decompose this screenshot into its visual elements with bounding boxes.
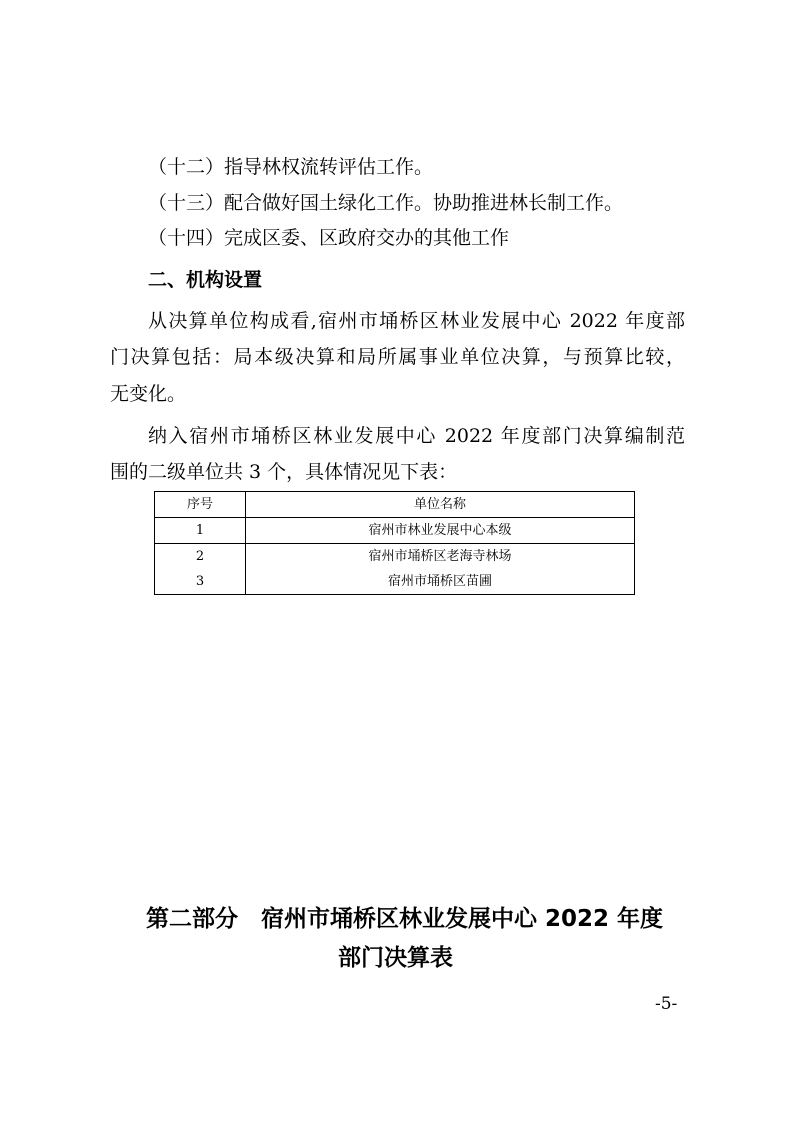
- duty-item-14: （十四）完成区委、区政府交办的其他工作: [148, 227, 510, 249]
- row-unit-name: 宿州市埇桥区苗圃: [246, 569, 635, 595]
- table-row: [155, 569, 635, 595]
- part-title-line-2: 部门决算表: [338, 945, 453, 971]
- row-serial-number: 3: [155, 569, 246, 595]
- section-heading-organization: 二、机构设置: [148, 269, 263, 291]
- paragraph-composition-line-1: 从决算单位构成看,宿州市埇桥区林业发展中心 2022 年度部: [148, 310, 685, 332]
- part-title-line-1: 第二部分 宿州市埇桥区林业发展中心 2022 年度: [146, 906, 664, 932]
- duty-item-12: （十二）指导林权流转评估工作。: [148, 156, 434, 178]
- page-number: -5-: [655, 994, 678, 1014]
- paragraph-composition-line-3: 无变化。: [110, 383, 187, 405]
- paragraph-scope-line-1: 纳入宿州市埇桥区林业发展中心 2022 年度部门决算编制范: [148, 425, 685, 447]
- table-header-row: [155, 492, 635, 518]
- table-row: [155, 544, 635, 570]
- paragraph-composition-line-2: 门决算包括：局本级决算和局所属事业单位决算，与预算比较，: [110, 346, 685, 368]
- paragraph-scope-line-2: 围的二级单位共 3 个，具体情况见下表：: [110, 461, 458, 483]
- row-unit-name: 宿州市埇桥区老海寺林场: [246, 544, 635, 570]
- table-row: [155, 518, 635, 544]
- header-unit-name: 单位名称: [246, 492, 635, 518]
- row-unit-name: 宿州市林业发展中心本级: [246, 518, 635, 544]
- units-table: [154, 491, 635, 595]
- duty-item-13: （十三）配合做好国土绿化工作。协助推进林长制工作。: [148, 192, 624, 214]
- row-serial-number: 2: [155, 544, 246, 570]
- row-serial-number: 1: [155, 518, 246, 544]
- header-serial-number: 序号: [155, 492, 246, 518]
